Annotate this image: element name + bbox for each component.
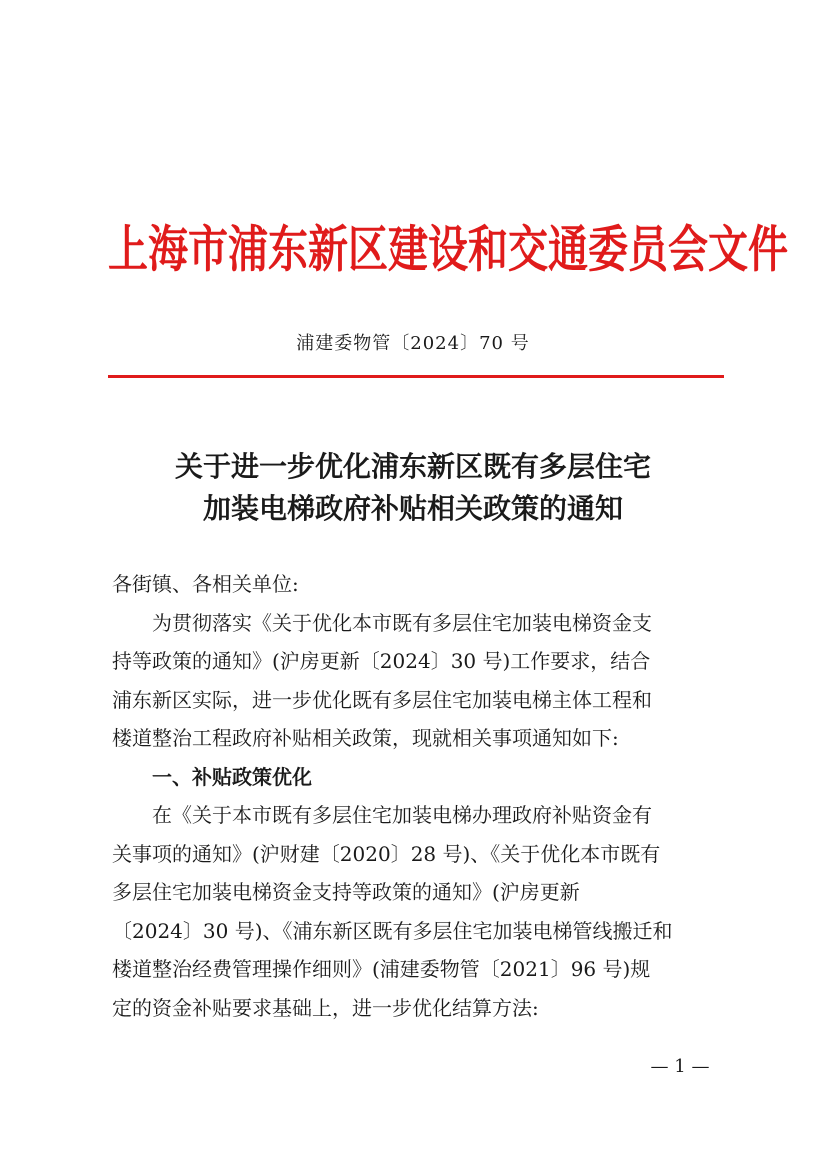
paragraph-2-line: 定的资金补贴要求基础上，进一步优化结算方法:: [112, 995, 539, 1020]
paragraph-2-line: 楼道整治经费管理操作细则》(浦建委物管〔2021〕96 号)规: [112, 957, 651, 981]
red-divider-line: [108, 375, 724, 378]
addressee: 各街镇、各相关单位:: [112, 572, 299, 596]
section-1-heading: 一、补贴政策优化: [152, 764, 312, 789]
paragraph-1-line: 持等政策的通知》(沪房更新〔2024〕30 号)工作要求，结合: [112, 649, 651, 673]
notice-title-line-1: 关于进一步优化浦东新区既有多层住宅: [174, 450, 651, 483]
paragraph-2-line: 多层住宅加装电梯资金支持等政策的通知》(沪房更新: [112, 880, 580, 904]
paragraph-1-line: 浦东新区实际，进一步优化既有多层住宅加装电梯主体工程和: [112, 687, 652, 712]
paragraph-2-line: 关事项的通知》(沪财建〔2020〕28 号)、《关于优化本市既有: [112, 841, 661, 866]
paragraph-1-line: 楼道整治工程政府补贴相关政策，现就相关事项通知如下:: [112, 726, 619, 750]
page-number: — 1 —: [650, 1056, 710, 1077]
document-body: [112, 565, 724, 1027]
paragraph-2-line: 〔2024〕30 号)、《浦东新区既有多层住宅加装电梯管线搬迁和: [112, 918, 673, 943]
paragraph-2-line: 在《关于本市既有多层住宅加装电梯办理政府补贴资金有: [152, 803, 652, 827]
paragraph-1-line: 为贯彻落实《关于优化本市既有多层住宅加装电梯资金支: [152, 610, 652, 635]
issuer-header-title: 上海市浦东新区建设和交通委员会文件: [108, 220, 788, 279]
document-number: 浦建委物管〔2024〕70 号: [296, 333, 530, 354]
notice-title-line-2: 加装电梯政府补贴相关政策的通知: [202, 492, 623, 525]
notice-title: [0, 446, 826, 530]
